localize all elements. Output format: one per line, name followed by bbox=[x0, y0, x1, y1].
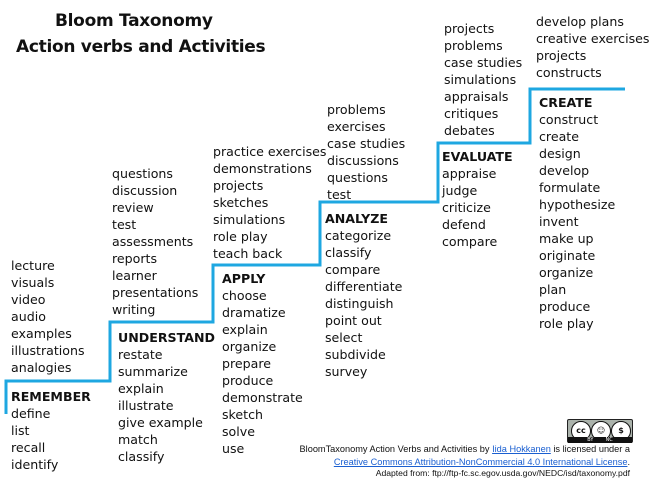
create-verb-item: organize bbox=[539, 265, 594, 280]
analyze-verb-item: point out bbox=[325, 313, 382, 328]
create-activity-item: creative exercises bbox=[536, 31, 649, 46]
evaluate-activities bbox=[444, 20, 522, 139]
diagram-title-line2: Action verbs and Activities bbox=[16, 37, 266, 57]
understand-activity-item: review bbox=[112, 200, 154, 215]
apply-verb-item: prepare bbox=[222, 356, 272, 371]
create-activity-item: develop plans bbox=[536, 14, 624, 29]
understand-verbs bbox=[118, 346, 215, 464]
remember-verb-item: define bbox=[11, 406, 51, 421]
apply-activity-item: practice exercises bbox=[213, 144, 327, 159]
remember-activity-item: lecture bbox=[11, 258, 55, 273]
understand-activity-item: presentations bbox=[112, 285, 199, 300]
remember-verb-item: recall bbox=[11, 440, 46, 455]
level-name-apply: APPLY bbox=[222, 271, 266, 286]
evaluate-activity-item: critiques bbox=[444, 106, 499, 121]
apply-verb-item: choose bbox=[222, 288, 267, 303]
analyze-verb-item: survey bbox=[325, 364, 368, 379]
create-verbs bbox=[539, 111, 616, 331]
apply-verb-item: produce bbox=[222, 373, 274, 388]
remember-verb-item: identify bbox=[11, 457, 59, 472]
evaluate-block bbox=[442, 148, 513, 249]
analyze-activity-item: questions bbox=[327, 170, 388, 185]
attribution-icon: ☺ bbox=[591, 421, 611, 441]
create-verb-item: originate bbox=[539, 248, 596, 263]
creative-commons-icon: cc bbox=[571, 421, 591, 441]
apply-verb-item: dramatize bbox=[222, 305, 286, 320]
evaluate-activity-item: debates bbox=[444, 123, 495, 138]
analyze-verb-item: subdivide bbox=[325, 347, 386, 362]
evaluate-verb-item: appraise bbox=[442, 166, 497, 181]
create-verb-item: plan bbox=[539, 282, 567, 297]
understand-activities bbox=[112, 165, 198, 318]
create-verb-item: invent bbox=[539, 214, 579, 229]
understand-activity-item: test bbox=[112, 217, 137, 232]
apply-verb-item: sketch bbox=[222, 407, 263, 422]
understand-activity-item: writing bbox=[112, 302, 156, 317]
apply-verb-item: demonstrate bbox=[222, 390, 303, 405]
apply-activities bbox=[213, 143, 326, 262]
analyze-verb-item: differentiate bbox=[325, 279, 403, 294]
understand-verb-item: restate bbox=[118, 347, 163, 362]
evaluate-activity-item: appraisals bbox=[444, 89, 509, 104]
analyze-activity-item: test bbox=[327, 187, 352, 202]
apply-block bbox=[222, 270, 303, 456]
diagram-title-line1: Bloom Taxonomy bbox=[55, 11, 213, 31]
license-line1: BloomTaxonomy Action Verbs and Activities by Iida Hokkanen is licensed under a bbox=[299, 444, 630, 454]
create-verb-item: role play bbox=[539, 316, 594, 331]
level-name-understand: UNDERSTAND bbox=[118, 330, 215, 345]
create-verb-item: make up bbox=[539, 231, 594, 246]
remember-activity-item: examples bbox=[11, 326, 72, 341]
adapted-from-text: Adapted from: ftp://ftp-fc.sc.egov.usda.gov/NEDC/isd/taxonomy.pdf bbox=[375, 468, 630, 478]
remember-activities bbox=[11, 257, 85, 376]
understand-verb-item: illustrate bbox=[118, 398, 174, 413]
analyze-verb-item: categorize bbox=[325, 228, 392, 243]
remember-activity-item: video bbox=[11, 292, 46, 307]
analyze-verb-item: classify bbox=[325, 245, 372, 260]
apply-activity-item: projects bbox=[213, 178, 264, 193]
noncommercial-icon: $ bbox=[611, 421, 631, 441]
apply-verb-item: use bbox=[222, 441, 245, 456]
analyze-activity-item: problems bbox=[327, 102, 386, 117]
apply-activity-item: role play bbox=[213, 229, 268, 244]
remember-activity-item: illustrations bbox=[11, 343, 85, 358]
create-verb-item: develop bbox=[539, 163, 590, 178]
apply-activity-item: simulations bbox=[213, 212, 286, 227]
create-verb-item: produce bbox=[539, 299, 591, 314]
analyze-activities bbox=[327, 101, 405, 203]
apply-activity-item: demonstrations bbox=[213, 161, 312, 176]
license-line2: Creative Commons Attribution-NonCommercial 4.0 International License. bbox=[333, 457, 630, 467]
understand-block bbox=[118, 329, 215, 464]
remember-activity-item: analogies bbox=[11, 360, 72, 375]
level-name-evaluate: EVALUATE bbox=[442, 149, 513, 164]
understand-verb-item: summarize bbox=[118, 364, 188, 379]
analyze-verb-item: distinguish bbox=[325, 296, 394, 311]
remember-verbs bbox=[11, 405, 91, 472]
create-block bbox=[539, 94, 616, 331]
understand-verb-item: classify bbox=[118, 449, 165, 464]
level-name-analyze: ANALYZE bbox=[325, 211, 388, 226]
create-activity-item: constructs bbox=[536, 65, 602, 80]
apply-activity-item: sketches bbox=[213, 195, 269, 210]
evaluate-verb-item: defend bbox=[442, 217, 486, 232]
cc-badge-tags: BY NC bbox=[568, 437, 632, 443]
apply-verb-item: explain bbox=[222, 322, 268, 337]
create-verb-item: design bbox=[539, 146, 581, 161]
apply-activity-item: teach back bbox=[213, 246, 283, 261]
analyze-verb-item: select bbox=[325, 330, 363, 345]
understand-activity-item: discussion bbox=[112, 183, 178, 198]
evaluate-verb-item: compare bbox=[442, 234, 498, 249]
understand-activity-item: assessments bbox=[112, 234, 194, 249]
understand-activity-item: learner bbox=[112, 268, 157, 283]
evaluate-activity-item: case studies bbox=[444, 55, 523, 70]
create-verb-item: hypothesize bbox=[539, 197, 616, 212]
remember-activity-item: visuals bbox=[11, 275, 55, 290]
evaluate-verb-item: judge bbox=[442, 183, 478, 198]
level-name-create: CREATE bbox=[539, 95, 593, 110]
understand-verb-item: explain bbox=[118, 381, 164, 396]
create-activity-item: projects bbox=[536, 48, 587, 63]
analyze-block bbox=[325, 210, 403, 379]
apply-verb-item: solve bbox=[222, 424, 255, 439]
understand-verb-item: give example bbox=[118, 415, 203, 430]
create-verb-item: create bbox=[539, 129, 579, 144]
evaluate-activity-item: projects bbox=[444, 21, 495, 36]
analyze-verbs bbox=[325, 227, 403, 379]
cc-by-nc-badge[interactable] bbox=[567, 419, 633, 443]
evaluate-activity-item: problems bbox=[444, 38, 503, 53]
level-name-remember: REMEMBER bbox=[11, 389, 91, 404]
remember-block bbox=[11, 388, 91, 472]
remember-verb-item: list bbox=[11, 423, 30, 438]
analyze-activity-item: discussions bbox=[327, 153, 399, 168]
remember-activity-item: audio bbox=[11, 309, 46, 324]
analyze-activity-item: exercises bbox=[327, 119, 386, 134]
evaluate-verbs bbox=[442, 165, 513, 249]
author-link[interactable]: Iida Hokkanen bbox=[492, 444, 551, 454]
create-activities bbox=[536, 13, 649, 81]
understand-activity-item: reports bbox=[112, 251, 158, 266]
create-verb-item: construct bbox=[539, 112, 599, 127]
create-verb-item: formulate bbox=[539, 180, 601, 195]
analyze-verb-item: compare bbox=[325, 262, 381, 277]
understand-verb-item: match bbox=[118, 432, 158, 447]
understand-activity-item: questions bbox=[112, 166, 173, 181]
analyze-activity-item: case studies bbox=[327, 136, 406, 151]
apply-verb-item: organize bbox=[222, 339, 277, 354]
evaluate-activity-item: simulations bbox=[444, 72, 517, 87]
apply-verbs bbox=[222, 287, 303, 456]
license-link[interactable]: Creative Commons Attribution-NonCommercial 4.0 International License bbox=[333, 457, 628, 467]
evaluate-verb-item: criticize bbox=[442, 200, 491, 215]
